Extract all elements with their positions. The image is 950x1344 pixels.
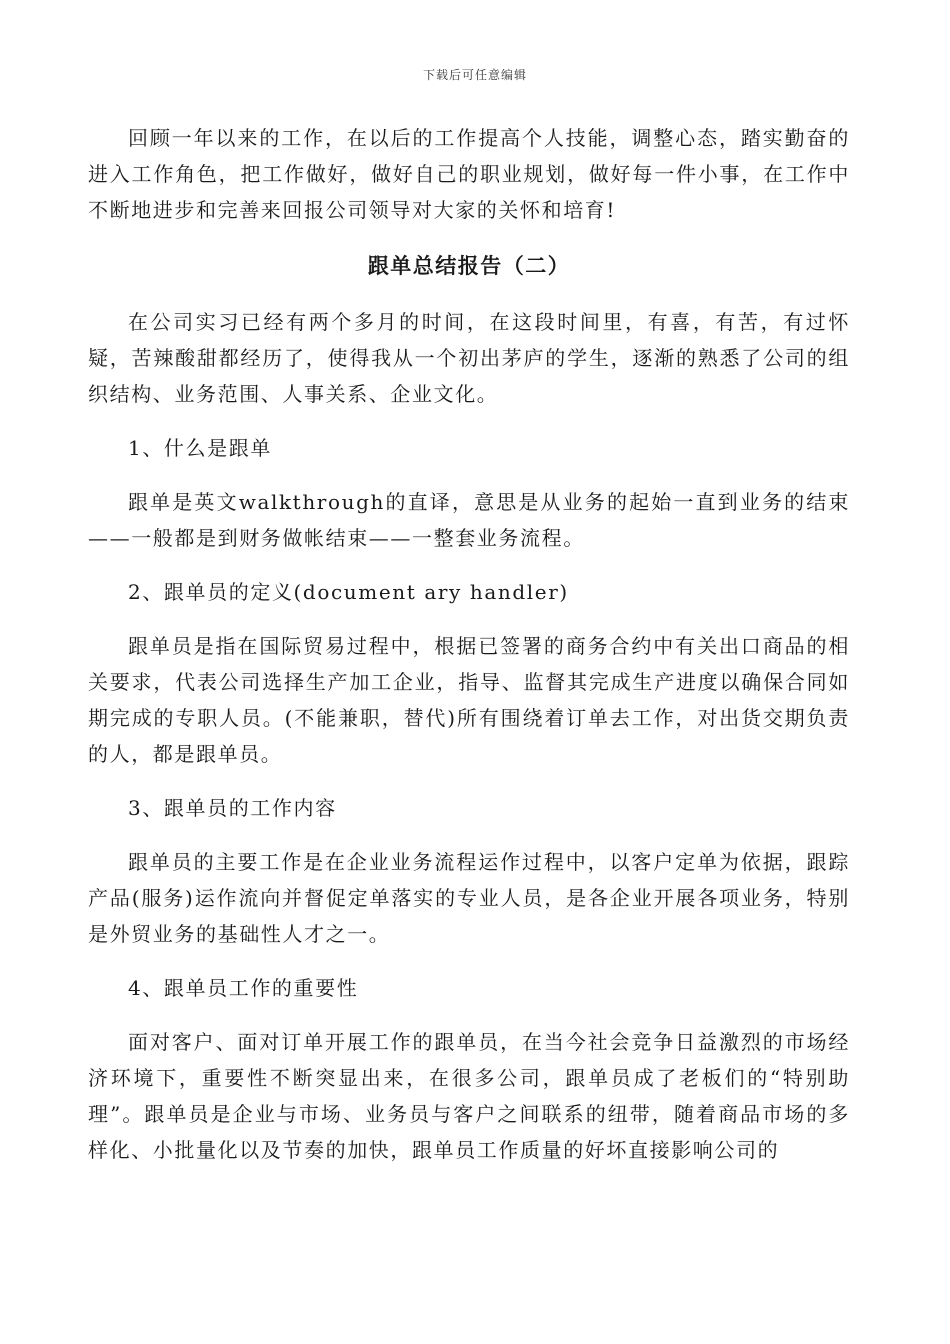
item-heading-2: 2、跟单员的定义(document ary handler) bbox=[128, 580, 569, 604]
intro-paragraph: 回顾一年以来的工作，在以后的工作提高个人技能，调整心态，踏实勤奋的进入工作角色，把工作做好，做好自己的职业规划，做好每一件小事，在工作中不断地进步和完善来回报公司领导对大家的关怀和培育! bbox=[88, 126, 850, 222]
spacer bbox=[88, 610, 850, 628]
item-heading-4: 4、跟单员工作的重要性 bbox=[128, 976, 359, 1000]
item-heading-3: 3、跟单员的工作内容 bbox=[128, 796, 337, 820]
item-heading-1: 1、什么是跟单 bbox=[128, 436, 272, 460]
document-body bbox=[88, 120, 850, 1168]
spacer bbox=[88, 1006, 850, 1024]
spacer bbox=[88, 228, 850, 248]
item-body-2: 跟单员是指在国际贸易过程中，根据已签署的商务合约中有关出口商品的相关要求，代表公司选择生产加工企业，指导、监督其完成生产进度以确保合同如期完成的专职人员。(不能兼职，替代)所有围绕着订单去工作，对出货交期负责的人，都是跟单员。 bbox=[88, 634, 850, 766]
page-header-note: 下载后可任意编辑 bbox=[422, 68, 527, 82]
spacer bbox=[88, 826, 850, 844]
spacer bbox=[88, 952, 850, 970]
section-title: 跟单总结报告（二） bbox=[367, 253, 571, 278]
item-body-4: 面对客户、面对订单开展工作的跟单员，在当今社会竞争日益激烈的市场经济环境下，重要性不断突显出来，在很多公司，跟单员成了老板们的“特别助理”。跟单员是企业与市场、业务员与客户之间联系的纽带，随着商品市场的多样化、小批量化以及节奏的加快，跟单员工作质量的好坏直接影响公司的 bbox=[88, 1030, 850, 1162]
spacer bbox=[88, 284, 850, 304]
spacer bbox=[88, 772, 850, 790]
spacer bbox=[88, 412, 850, 430]
spacer bbox=[88, 556, 850, 574]
item-body-3: 跟单员的主要工作是在企业业务流程运作过程中，以客户定单为依据，跟踪产品(服务)运作流向并督促定单落实的专业人员，是各企业开展各项业务，特别是外贸业务的基础性人才之一。 bbox=[88, 850, 850, 946]
opening-paragraph: 在公司实习已经有两个多月的时间，在这段时间里，有喜，有苦，有过怀疑，苦辣酸甜都经历了，使得我从一个初出茅庐的学生，逐渐的熟悉了公司的组织结构、业务范围、人事关系、企业文化。 bbox=[88, 310, 850, 406]
item-body-1: 跟单是英文walkthrough的直译，意思是从业务的起始一直到业务的结束——一般都是到财务做帐结束——一整套业务流程。 bbox=[88, 490, 850, 550]
spacer bbox=[88, 466, 850, 484]
